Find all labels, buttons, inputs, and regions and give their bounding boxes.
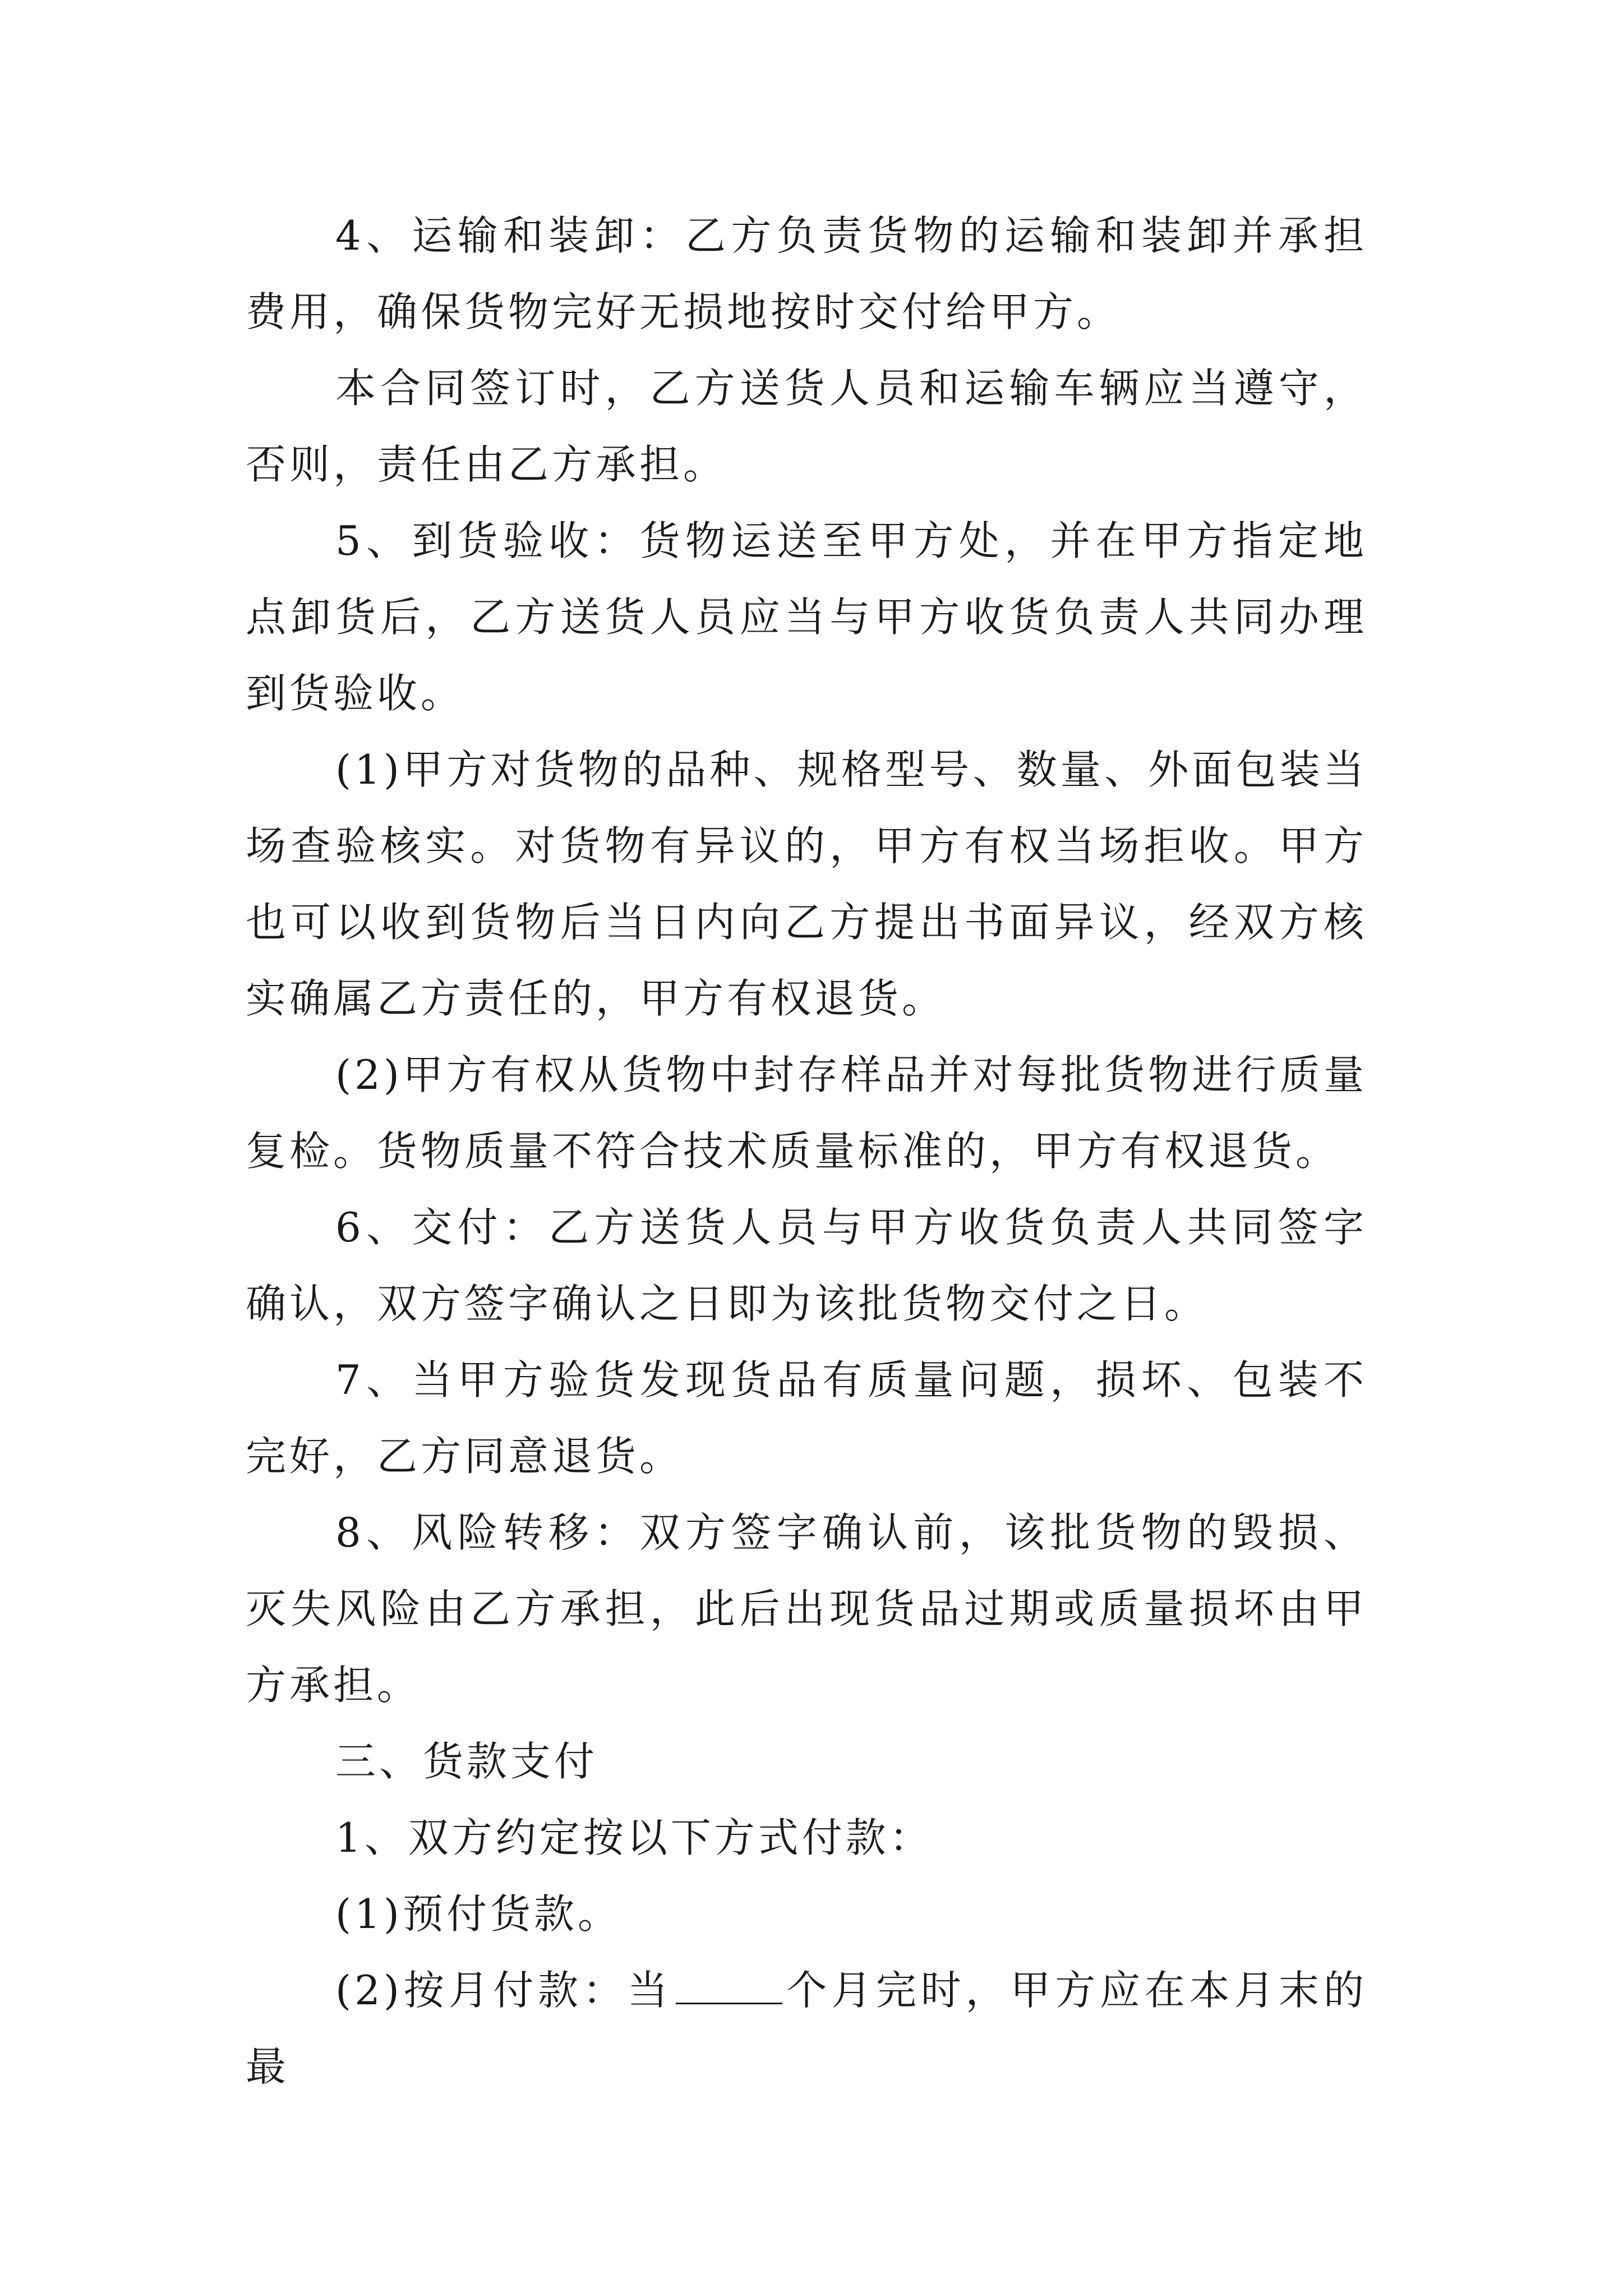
payment-clause-1: 1、双方约定按以下方式付款： <box>335 1814 933 1861</box>
clause-5-acceptance: 5、到货验收：货物运送至甲方处，并在甲方指定地点卸货后，乙方送货人员应当与甲方收货负责人共同办理到货验收。 <box>246 517 1367 717</box>
clause-7-returns: 7、当甲方验货发现货品有质量问题，损坏、包装不完好，乙方同意退货。 <box>246 1356 1367 1480</box>
clause-5-item-1: (1)甲方对货物的品种、规格型号、数量、外面包装当场查验核实。对货物有异议的，甲方有权当场拒收。甲方也可以收到货物后当日内向乙方提出书面异议，经双方核实确属乙方责任的，甲方有权退货。 <box>246 746 1367 1022</box>
clause-6-delivery: 6、交付：乙方送货人员与甲方收货负责人共同签字确认，双方签字确认之日即为该批货物交付之日。 <box>246 1204 1367 1327</box>
payment-item-2-before-blank: (2)按月付款：当 <box>335 1967 672 2014</box>
payment-item-2 <box>246 1952 1367 2105</box>
fill-in-blank <box>676 1969 782 2004</box>
payment-item-1: (1)预付货款。 <box>335 1890 621 1938</box>
section-3-heading: 三、货款支付 <box>335 1738 598 1785</box>
clause-8-risk-transfer: 8、风险转移：双方签字确认前，该批货物的毁损、灭失风险由乙方承担，此后出现货品过期或质量损坏由甲方承担。 <box>246 1509 1367 1709</box>
payment-item-2-after-blank: 个月完时，甲方应在本月末的最 <box>246 1967 1367 2090</box>
clause-4-compliance: 本合同签订时，乙方送货人员和运输车辆应当遵守，否则，责任由乙方承担。 <box>246 365 1367 488</box>
clause-4-transport: 4、运输和装卸：乙方负责货物的运输和装卸并承担费用，确保货物完好无损地按时交付给甲方。 <box>246 212 1367 335</box>
clause-5-item-2: (2)甲方有权从货物中封存样品并对每批货物进行质量复检。货物质量不符合技术质量标准的，甲方有权退货。 <box>246 1051 1367 1175</box>
document-body <box>246 197 1367 2105</box>
